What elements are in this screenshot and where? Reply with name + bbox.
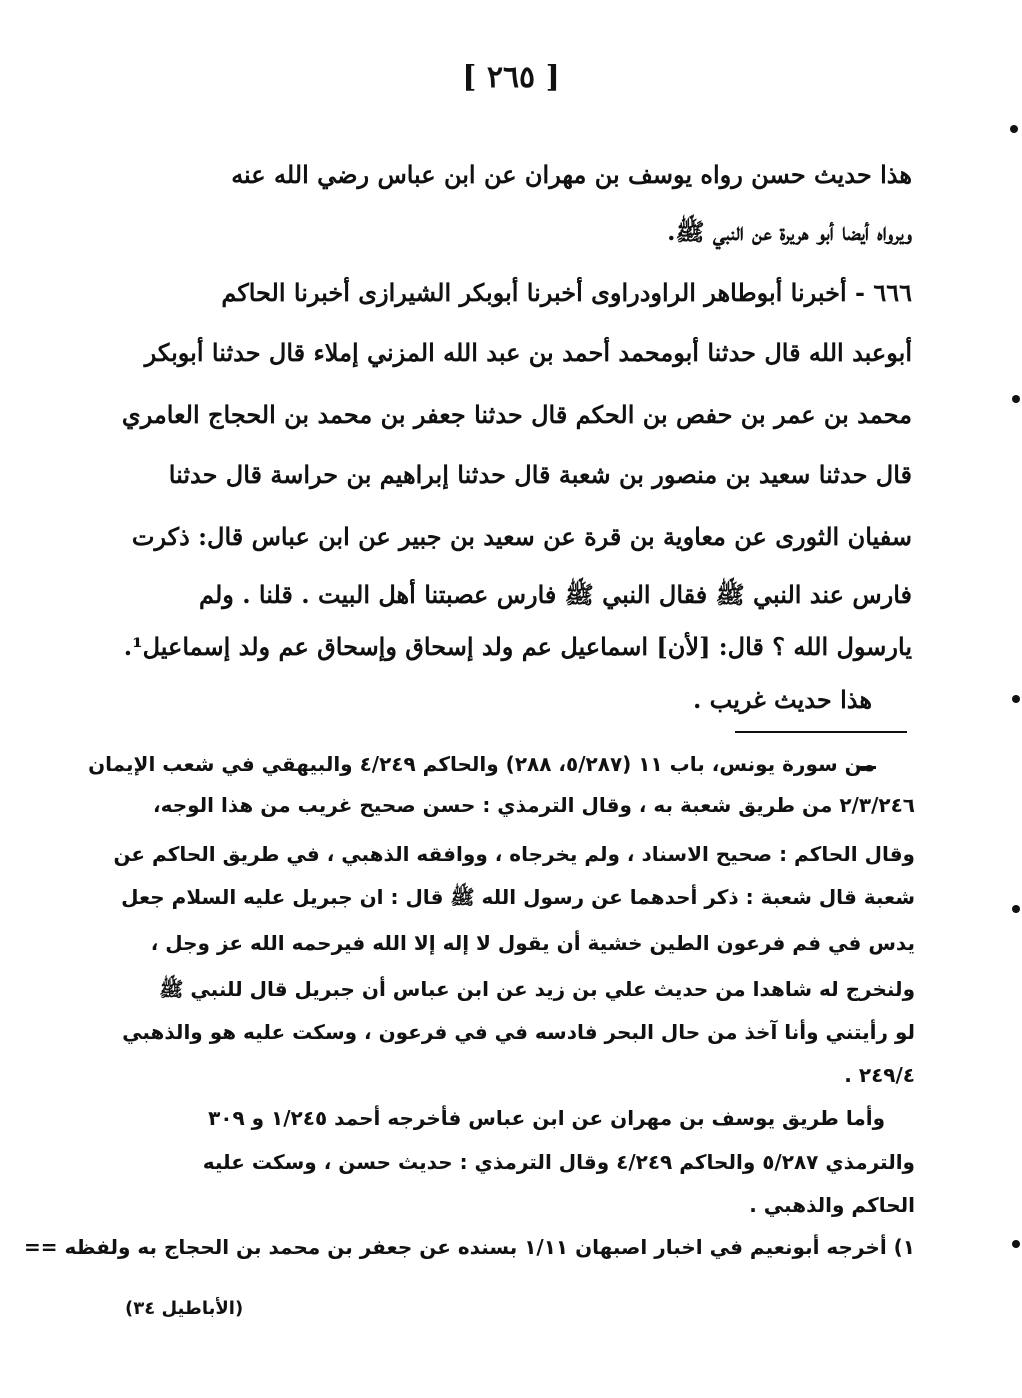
footer-reference: (الأباطيل ٣٤) [125,1298,244,1319]
footnote-line: لو رأيتني وأنا آخذ من حال البحر فادسه في في فرعون ، وسكت عليه هو والذهبي [122,1020,915,1044]
footnote-line: وقال الحاكم : صحيح الاسناد ، ولم يخرجاه ، ووافقه الذهبي ، في طريق الحاكم عن [113,842,915,866]
footnote-line-1: ١) أخرجه أبونعيم في اخبار اصبهان ١/١١ بسنده عن جعفر بن محمد بن الحجاج به ولفظه == [23,1235,915,1259]
text-line: محمد بن عمر بن حفص بن الحكم قال حدثنا جعفر بن محمد بن الحجاج العامري [121,400,912,429]
text-line: أبوعبد الله قال حدثنا أبومحمد أحمد بن عبد الله المزني إملاء قال حدثنا أبوبكر [144,338,912,367]
footnote-line: ٢٤٩/٤ . [844,1063,915,1087]
footnote-line: الحاكم والذهبي . [749,1193,915,1217]
footnote-line: ولنخرج له شاهدا من حديث علي بن زيد عن ابن عباس أن جبريل قال للنبي ﷺ [159,977,915,1001]
text-line: قال حدثنا سعيد بن منصور بن شعبة قال حدثنا إبراهيم بن حراسة قال حدثنا [168,460,912,489]
text-line: ويرواه أيضا أبو هريرة عن النبي ﷺ. [667,217,912,246]
footnote-line: ٢/٣/٢٤٦ من طريق شعبة به ، وقال الترمذي : حسن صحيح غريب من هذا الوجه، [152,793,915,817]
margin-mark [1012,395,1020,403]
text-line: هذا حديث حسن رواه يوسف بن مهران عن ابن عباس رضي الله عنه [231,160,912,189]
footnote-line: يدس في فم فرعون الطين خشية أن يقول لا إله إلا الله فيرحمه الله عز وجل ، [150,931,915,955]
footnote-line: شعبة قال شعبة : ذكر أحدهما عن رسول الله ﷺ قال : ان جبريل عليه السلام جعل [121,885,915,909]
footnote-line: من سورة يونس، باب ١١ (٥/٢٨٧، ٢٨٨) والحاكم ٤/٢٤٩ والبيهقي في شعب الإيمان [88,752,875,776]
text-line: هذا حديث غريب . [692,685,872,714]
footnotes [23,0,915,1290]
margin-mark [1012,695,1020,703]
text-line: فارس عند النبي ﷺ فقال النبي ﷺ فارس عصبتنا أهل البيت . قلنا . ولم [198,580,912,609]
margin-mark [1012,905,1020,913]
text-line: يارسول الله ؟ قال: [لأن] اسماعيل عم ولد إسحاق وإسحاق عم ولد إسماعيل¹. [123,632,912,661]
footnote-line: وأما طريق يوسف بن مهران عن ابن عباس فأخرجه أحمد ١/٢٤٥ و ٣٠٩ [208,1106,885,1130]
page-number: [ ٢٦٥ ] [462,60,560,95]
text-line: سفيان الثورى عن معاوية بن قرة عن سعيد بن جبير عن ابن عباس قال: ذكرت [131,522,912,551]
footnote-line: والترمذي ٥/٢٨٧ والحاكم ٤/٢٤٩ وقال الترمذي : حديث حسن ، وسكت عليه [202,1150,915,1174]
margin-mark [1010,125,1018,133]
hadith-number-line: ٦٦٦ - أخبرنا أبوطاهر الراودراوى أخبرنا أبوبكر الشيرازى أخبرنا الحاكم [221,278,912,307]
margin-mark [1012,1240,1020,1248]
